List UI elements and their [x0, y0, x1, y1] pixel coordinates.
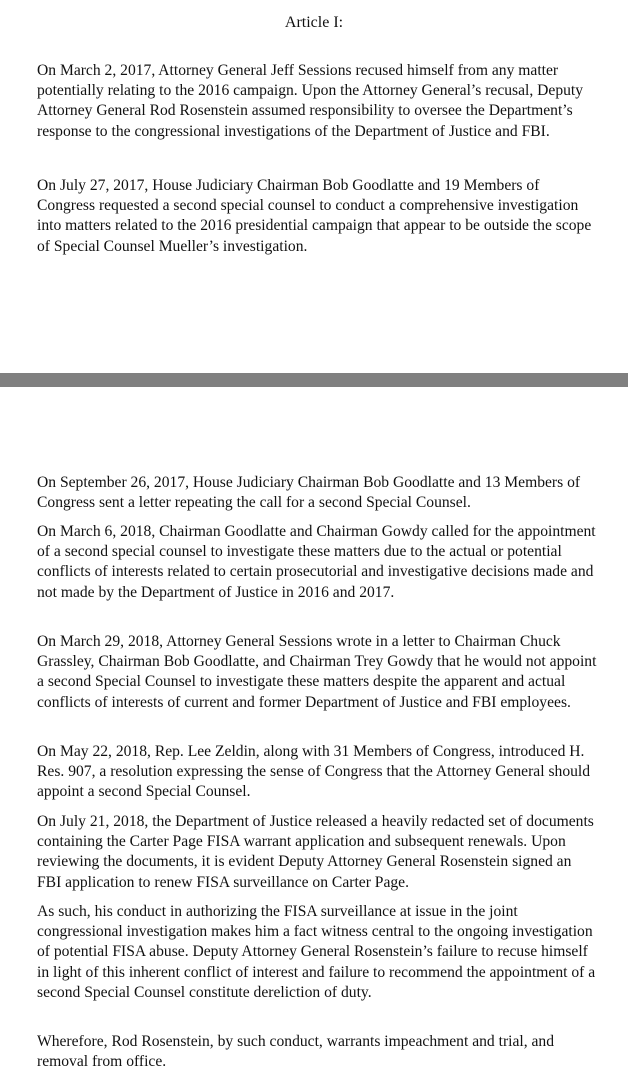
document-page-bottom: [0, 387, 628, 1085]
paragraph-sept-26-letter: On September 26, 2017, House Judiciary Chairman Bob Goodlatte and 13 Members of Congress sent a letter repeating the call for a second Special Counsel.: [37, 474, 581, 512]
paragraph-march-29-letter: On March 29, 2018, Attorney General Sessions wrote in a letter to Chairman Chuck Grassley, Chairman Bob Goodlatte, and Chairman Trey Gowdy that he would not appoint a second Special Counsel to investigate these matters despite the apparent and actual conflicts of interests of current and former Department of Justice and FBI employees.: [37, 633, 597, 711]
paragraph-may-22-resolution: On May 22, 2018, Rep. Lee Zeldin, along with 31 Members of Congress, introduced H. Res. 907, a resolution expressing the sense of Congress that the Attorney General should appoint a second Special Counsel.: [37, 743, 591, 801]
paragraph-march-6-call: On March 6, 2018, Chairman Goodlatte and Chairman Gowdy called for the appointment of a second special counsel to investigate these matters due to the actual or potential conflicts of interests related to certain prosecutorial and investigative decisions made and not made by the Department of Justice in 2016 and 2017.: [37, 523, 596, 601]
document-page-top: [0, 0, 628, 373]
paragraph-july-21-release: On July 21, 2018, the Department of Justice released a heavily redacted set of documents containing the Carter Page FISA warrant application and subsequent renewals. Upon reviewing the documents, it is evident Deputy Attorney General Rosenstein signed an FBI application to renew FISA surveillance on Carter Page.: [37, 813, 594, 891]
paragraph-july-27-request: On July 27, 2017, House Judiciary Chairman Bob Goodlatte and 19 Members of Congress requested a second special counsel to conduct a comprehensive investigation into matters related to the 2016 presidential campaign that appear to be outside the scope of Special Counsel Mueller’s investigation.: [37, 177, 592, 255]
article-title: Article I:: [284, 14, 344, 31]
paragraph-wherefore: Wherefore, Rod Rosenstein, by such conduct, warrants impeachment and trial, and removal from office.: [37, 1033, 555, 1071]
page-divider: [0, 373, 628, 387]
paragraph-dereliction: As such, his conduct in authorizing the FISA surveillance at issue in the joint congressional investigation makes him a fact witness central to the ongoing investigation of potential FISA abuse. Deputy Attorney General Rosenstein’s failure to recuse himself in light of this inherent conflict of interest and failure to recommend the appointment of a second Special Counsel constitute dereliction of duty.: [37, 903, 596, 1001]
paragraph-recusal: On March 2, 2017, Attorney General Jeff Sessions recused himself from any matter potentially relating to the 2016 campaign. Upon the Attorney General’s recusal, Deputy Attorney General Rod Rosenstein assumed responsibility to oversee the Department’s response to the congressional investigations of the Department of Justice and FBI.: [37, 62, 584, 140]
